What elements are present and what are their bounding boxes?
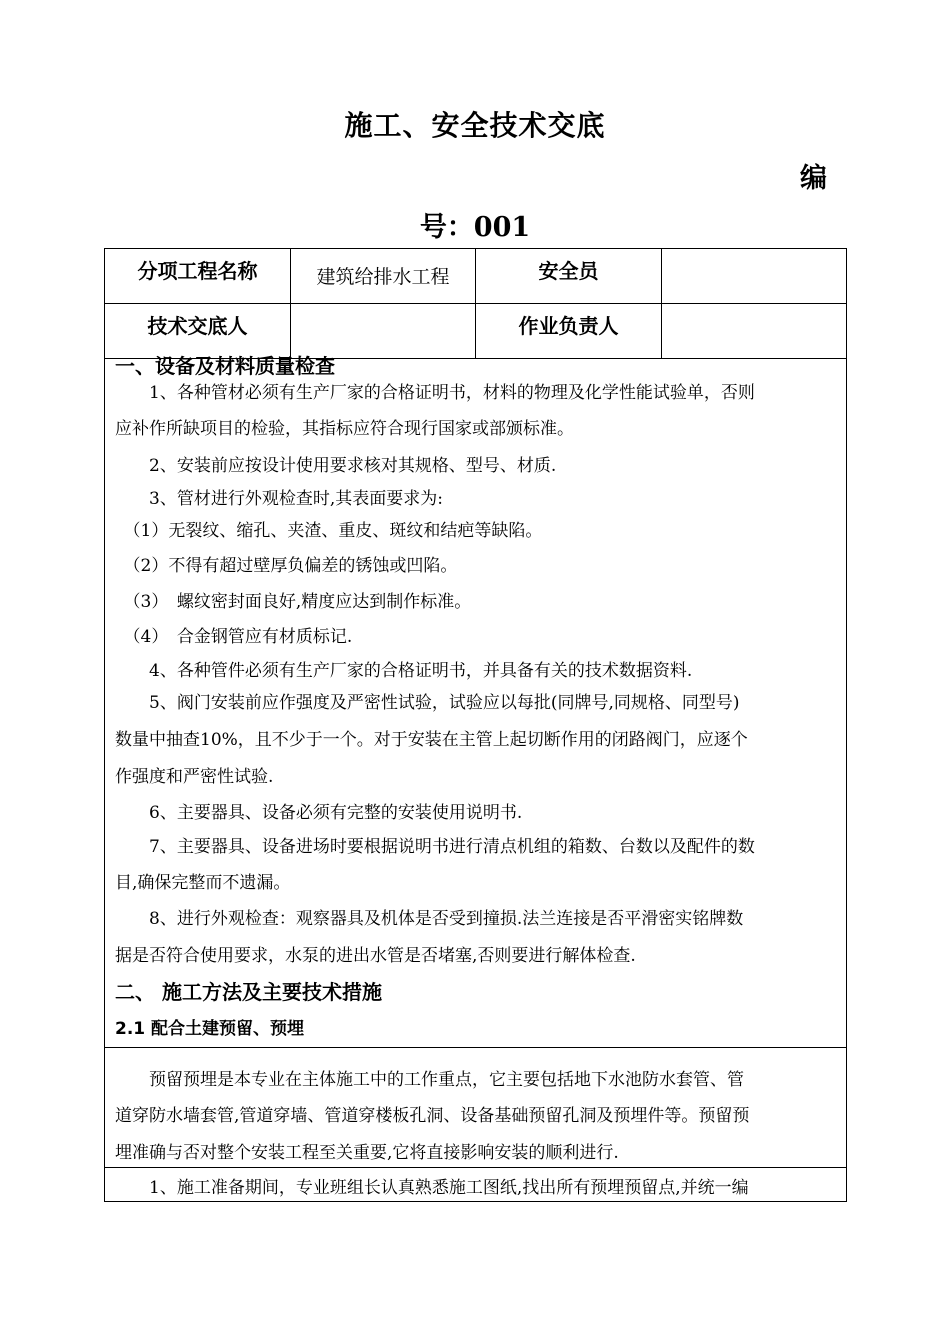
item-name-text: 建筑给排水工程: [316, 266, 450, 288]
document-title: 施工、安全技术交底: [344, 109, 606, 142]
work-lead-label: 作业负责人: [476, 304, 662, 359]
section2-line: 1、施工准备期间，专业班组长认真熟悉施工图纸,找出所有预埋预留点,并统一编: [115, 1178, 749, 1198]
section1-line: 目,确保完整而不遗漏。: [115, 873, 291, 893]
section1-line: 4、各种管件必须有生产厂家的合格证明书，并具备有关的技术数据资料.: [115, 661, 693, 681]
section1-line: （2）不得有超过壁厚负偏差的锈蚀或凹陷。: [115, 556, 458, 576]
section1-line: 1、各种管材必须有生产厂家的合格证明书，材料的物理及化学性能试验单，否则: [115, 383, 755, 403]
section2-line: 道穿防水墙套管,管道穿墙、管道穿楼板孔洞、设备基础预留孔洞及预埋件等。预留预: [115, 1106, 750, 1126]
section-divider: [105, 1167, 846, 1168]
section1-line: 数量中抽查10%，且不少于一个。对于安装在主管上起切断作用的闭路阀门，应逐个: [115, 730, 748, 750]
section1-line: （1）无裂纹、缩孔、夹渣、重皮、斑纹和结疤等缺陷。: [115, 521, 543, 541]
section2-line: 埋准确与否对整个安装工程至关重要,它将直接影响安装的顺利进行.: [115, 1143, 619, 1163]
safety-officer-label: 安全员: [476, 249, 662, 304]
section1-line: 5、阀门安装前应作强度及严密性试验，试验应以每批(同牌号,同规格、同型号): [115, 693, 740, 713]
header-table: [104, 248, 847, 359]
section1-heading: 一、设备及材料质量检查: [115, 354, 335, 378]
safety-officer-value: [662, 249, 847, 304]
section1-line: 8、进行外观检查：观察器具及机体是否受到撞损.法兰连接是否平滑密实铭牌数: [115, 909, 744, 929]
section1-line: 3、管材进行外观检查时,其表面要求为:: [115, 489, 443, 509]
section2-line: 预留预埋是本专业在主体施工中的工作重点，它主要包括地下水池防水套管、管: [115, 1070, 744, 1090]
section1-line: （4） 合金钢管应有材质标记.: [115, 627, 353, 647]
item-name-label: 分项工程名称: [105, 249, 291, 304]
section2-heading: 二、 施工方法及主要技术措施: [115, 980, 382, 1004]
document-number-prefix: 编: [800, 163, 827, 194]
section1-line: 6、主要器具、设备必须有完整的安装使用说明书.: [115, 803, 523, 823]
item-name-value: [291, 249, 476, 304]
section1-line: 应补作所缺项目的检验，其指标应符合现行国家或部颁标准。: [115, 419, 574, 439]
section1-line: 作强度和严密性试验.: [115, 767, 274, 787]
section1-line: （3） 螺纹密封面良好,精度应达到制作标准。: [115, 592, 472, 612]
document-number: 号：001: [419, 212, 531, 243]
section1-line: 2、安装前应按设计使用要求核对其规格、型号、材质.: [115, 456, 557, 476]
section1-line: 据是否符合使用要求，水泵的进出水管是否堵塞,否则要进行解体检查.: [115, 946, 636, 966]
briefer-label: 技术交底人: [105, 304, 291, 359]
content-box: [104, 347, 847, 1202]
section1-line: 7、主要器具、设备进场时要根据说明书进行清点机组的箱数、台数以及配件的数: [115, 837, 755, 857]
section-divider: [105, 1047, 846, 1048]
header-row-1: [105, 249, 847, 304]
subsection-heading: 2.1 配合土建预留、预埋: [115, 1019, 305, 1039]
